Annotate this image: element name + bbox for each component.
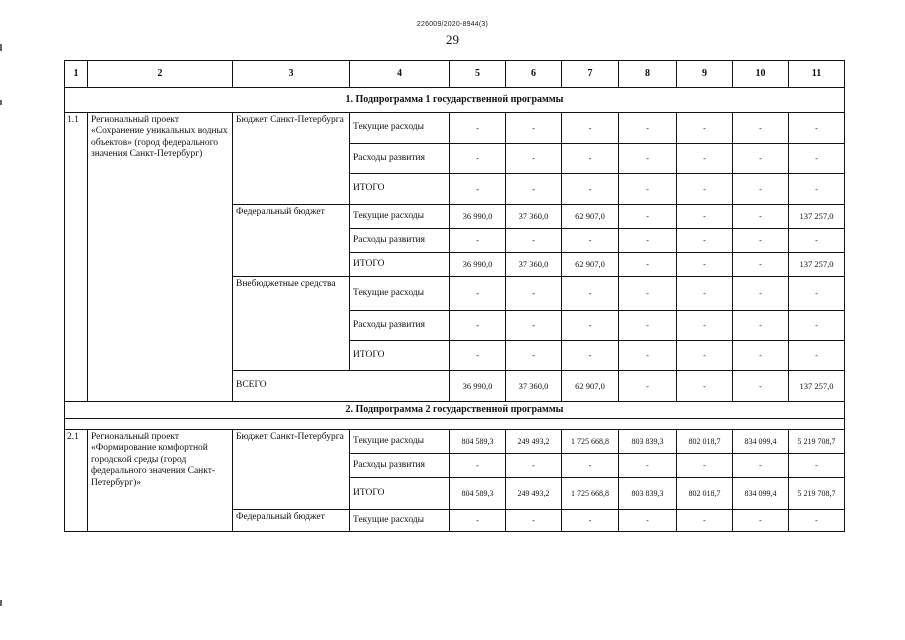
amount-cell: 804 589,3	[450, 430, 506, 454]
amount-cell: 137 257,0	[789, 205, 845, 229]
column-number-header: 10	[733, 61, 789, 88]
amount-cell: 36 990,0	[450, 253, 506, 277]
amount-cell: -	[450, 174, 506, 205]
amount-cell: 5 219 708,7	[789, 430, 845, 454]
amount-cell: 37 360,0	[506, 253, 562, 277]
amount-cell: 802 018,7	[677, 430, 733, 454]
amount-cell: -	[450, 113, 506, 144]
amount-cell: -	[733, 229, 789, 253]
total-label: ВСЕГО	[233, 371, 450, 402]
amount-cell: 62 907,0	[562, 253, 619, 277]
amount-cell: -	[677, 229, 733, 253]
amount-cell: -	[619, 371, 677, 402]
amount-cell: -	[450, 144, 506, 174]
amount-cell: 249 493,2	[506, 430, 562, 454]
amount-cell: -	[733, 144, 789, 174]
amount-cell: -	[677, 205, 733, 229]
amount-cell: -	[733, 205, 789, 229]
amount-cell: 36 990,0	[450, 205, 506, 229]
amount-cell: -	[619, 311, 677, 341]
amount-cell: -	[506, 113, 562, 144]
amount-cell: 803 839,3	[619, 478, 677, 510]
amount-cell: -	[677, 113, 733, 144]
item-name: Региональный проект «Формирование комфортной городской среды (город федерального значения Санкт-Петербург)»	[88, 430, 233, 532]
amount-cell: -	[450, 311, 506, 341]
amount-cell: -	[562, 113, 619, 144]
amount-cell: -	[733, 454, 789, 478]
spacer-cell	[65, 419, 845, 430]
amount-cell: -	[619, 229, 677, 253]
amount-cell: -	[450, 341, 506, 371]
amount-cell: -	[789, 341, 845, 371]
item-number: 2.1	[65, 430, 88, 532]
expense-type: Текущие расходы	[350, 510, 450, 532]
column-number-row	[65, 61, 845, 88]
amount-cell: -	[733, 510, 789, 532]
funding-source: Федеральный бюджет	[233, 510, 350, 532]
amount-cell: 802 018,7	[677, 478, 733, 510]
amount-cell: 1 725 668,8	[562, 430, 619, 454]
expense-type: Расходы развития	[350, 311, 450, 341]
data-row	[65, 113, 845, 144]
amount-cell: 137 257,0	[789, 371, 845, 402]
amount-cell: -	[562, 174, 619, 205]
amount-cell: -	[733, 371, 789, 402]
amount-cell: -	[789, 311, 845, 341]
amount-cell: 137 257,0	[789, 253, 845, 277]
column-number-header: 1	[65, 61, 88, 88]
column-number-header: 2	[88, 61, 233, 88]
expense-type: Текущие расходы	[350, 113, 450, 144]
table-body	[65, 61, 845, 532]
amount-cell: 62 907,0	[562, 205, 619, 229]
amount-cell: 62 907,0	[562, 371, 619, 402]
item-name: Региональный проект «Сохранение уникальных водных объектов» (город федерального значения Санкт-Петербург)	[88, 113, 233, 402]
funding-source: Бюджет Санкт-Петербурга	[233, 113, 350, 205]
amount-cell: -	[619, 205, 677, 229]
expense-type: Расходы развития	[350, 144, 450, 174]
budget-table	[64, 60, 845, 532]
amount-cell: -	[789, 144, 845, 174]
amount-cell: -	[733, 311, 789, 341]
expense-type: Расходы развития	[350, 454, 450, 478]
column-number-header: 6	[506, 61, 562, 88]
expense-type: ИТОГО	[350, 341, 450, 371]
amount-cell: -	[506, 454, 562, 478]
amount-cell: -	[677, 510, 733, 532]
amount-cell: 1 725 668,8	[562, 478, 619, 510]
funding-source: Федеральный бюджет	[233, 205, 350, 277]
left-edge-mark	[0, 600, 2, 606]
funding-source: Внебюджетные средства	[233, 277, 350, 371]
section-title: 1. Подпрограмма 1 государственной программы	[65, 88, 845, 113]
amount-cell: -	[506, 510, 562, 532]
column-number-header: 7	[562, 61, 619, 88]
amount-cell: -	[677, 174, 733, 205]
column-number-header: 9	[677, 61, 733, 88]
funding-source: Бюджет Санкт-Петербурга	[233, 430, 350, 510]
amount-cell: -	[619, 277, 677, 311]
amount-cell: -	[450, 454, 506, 478]
spacer-row	[65, 419, 845, 430]
amount-cell: -	[562, 144, 619, 174]
amount-cell: -	[562, 341, 619, 371]
amount-cell: -	[450, 510, 506, 532]
section-title-row	[65, 88, 845, 113]
amount-cell: -	[619, 174, 677, 205]
document-number: 226009/2020-8944(3)	[416, 21, 489, 28]
amount-cell: -	[733, 277, 789, 311]
amount-cell: -	[677, 277, 733, 311]
amount-cell: 5 219 708,7	[789, 478, 845, 510]
amount-cell: -	[562, 277, 619, 311]
amount-cell: -	[619, 510, 677, 532]
amount-cell: -	[733, 341, 789, 371]
amount-cell: -	[677, 371, 733, 402]
amount-cell: -	[733, 174, 789, 205]
amount-cell: -	[789, 277, 845, 311]
amount-cell: 804 589,3	[450, 478, 506, 510]
amount-cell: -	[506, 341, 562, 371]
expense-type: Текущие расходы	[350, 205, 450, 229]
expense-type: Текущие расходы	[350, 277, 450, 311]
left-edge-mark	[0, 100, 2, 105]
amount-cell: -	[450, 229, 506, 253]
expense-type: ИТОГО	[350, 478, 450, 510]
expense-type: Расходы развития	[350, 229, 450, 253]
data-row	[65, 430, 845, 454]
amount-cell: -	[789, 229, 845, 253]
amount-cell: -	[562, 510, 619, 532]
item-number: 1.1	[65, 113, 88, 402]
column-number-header: 4	[350, 61, 450, 88]
amount-cell: 36 990,0	[450, 371, 506, 402]
amount-cell: -	[506, 144, 562, 174]
amount-cell: -	[677, 144, 733, 174]
expense-type: Текущие расходы	[350, 430, 450, 454]
amount-cell: -	[789, 174, 845, 205]
amount-cell: -	[506, 174, 562, 205]
amount-cell: -	[506, 277, 562, 311]
section-title-row	[65, 402, 845, 419]
amount-cell: -	[789, 454, 845, 478]
amount-cell: 834 099,4	[733, 430, 789, 454]
section-title: 2. Подпрограмма 2 государственной программы	[65, 402, 845, 419]
amount-cell: -	[506, 229, 562, 253]
amount-cell: -	[562, 454, 619, 478]
amount-cell: -	[677, 454, 733, 478]
amount-cell: 37 360,0	[506, 371, 562, 402]
amount-cell: -	[619, 341, 677, 371]
amount-cell: 803 839,3	[619, 430, 677, 454]
amount-cell: 249 493,2	[506, 478, 562, 510]
amount-cell: -	[562, 311, 619, 341]
amount-cell: -	[619, 454, 677, 478]
amount-cell: 834 099,4	[733, 478, 789, 510]
column-number-header: 5	[450, 61, 506, 88]
expense-type: ИТОГО	[350, 174, 450, 205]
amount-cell: -	[677, 253, 733, 277]
column-number-header: 11	[789, 61, 845, 88]
amount-cell: -	[619, 253, 677, 277]
expense-type: ИТОГО	[350, 253, 450, 277]
amount-cell: -	[733, 113, 789, 144]
amount-cell: -	[789, 113, 845, 144]
amount-cell: -	[619, 113, 677, 144]
amount-cell: -	[677, 311, 733, 341]
amount-cell: -	[450, 277, 506, 311]
amount-cell: -	[789, 510, 845, 532]
amount-cell: -	[677, 341, 733, 371]
column-number-header: 3	[233, 61, 350, 88]
amount-cell: -	[619, 144, 677, 174]
page-number: 29	[446, 32, 459, 47]
amount-cell: -	[506, 311, 562, 341]
amount-cell: -	[562, 229, 619, 253]
amount-cell: -	[733, 253, 789, 277]
amount-cell: 37 360,0	[506, 205, 562, 229]
column-number-header: 8	[619, 61, 677, 88]
